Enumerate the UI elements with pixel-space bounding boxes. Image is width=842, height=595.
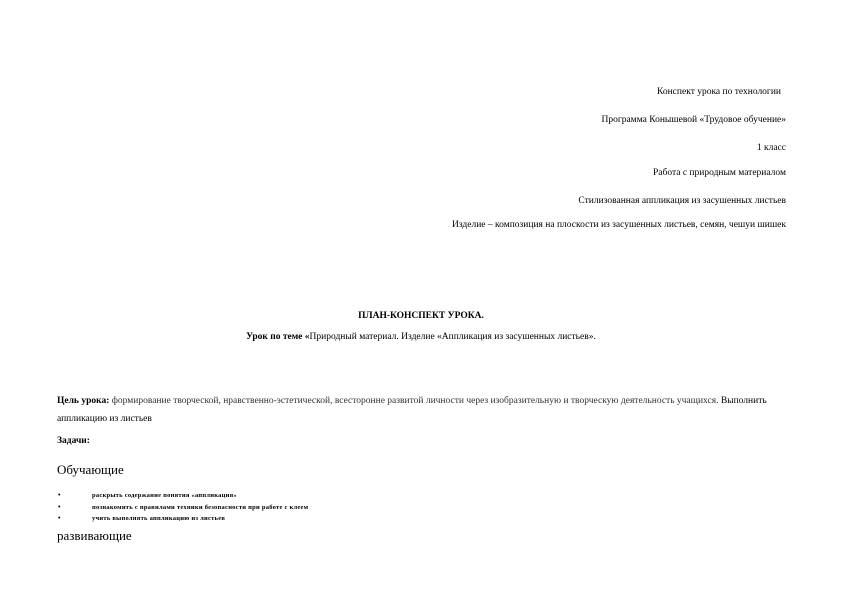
- list-item-text: учить выполнять аппликацию из листьев: [92, 515, 226, 522]
- goal-action: Выполнить аппликацию из листьев: [57, 396, 767, 424]
- lesson-goal: [57, 393, 777, 428]
- bullet-icon: •: [58, 502, 61, 511]
- goal-label: Цель урока:: [57, 396, 110, 406]
- header-work-type: Работа с природным материалом: [653, 168, 786, 178]
- header-applique: Стилизованная аппликация из засушенных листьев: [578, 196, 786, 206]
- tasks-label: Задачи:: [57, 436, 90, 446]
- lesson-topic-text: Природный материал. Изделие «Аппликация из засушенных листьев».: [309, 332, 596, 342]
- list-item-text: познакомить с правилами техники безопасности при работе с клеем: [92, 503, 309, 511]
- header-item: Изделие – композиция на плоскости из засушенных листьев, семян, чешуи шишек: [451, 220, 786, 230]
- list-item-text: раскрыть содержание понятия «аппликация»: [92, 492, 237, 499]
- bullet-icon: •: [58, 491, 61, 499]
- developing-title: развивающие: [57, 528, 132, 543]
- header-program: Программа Конышевой «Трудовое обучение»: [601, 115, 786, 125]
- header-subject: Конспект урока по технологии: [656, 87, 781, 97]
- educational-title: Обучающие: [57, 462, 124, 477]
- lesson-topic: [0, 332, 842, 342]
- lesson-topic-label: Урок по теме «: [246, 332, 310, 342]
- plan-title: ПЛАН-КОНСПЕКТ УРОКА.: [358, 311, 484, 321]
- header-grade: 1 класс: [756, 143, 786, 153]
- bullet-icon: •: [58, 514, 61, 522]
- goal-text: формирование творческой, нравственно-эстетической, всесторонне развитой личности через изобразительную и творческую деятельность учащихся.: [109, 396, 721, 406]
